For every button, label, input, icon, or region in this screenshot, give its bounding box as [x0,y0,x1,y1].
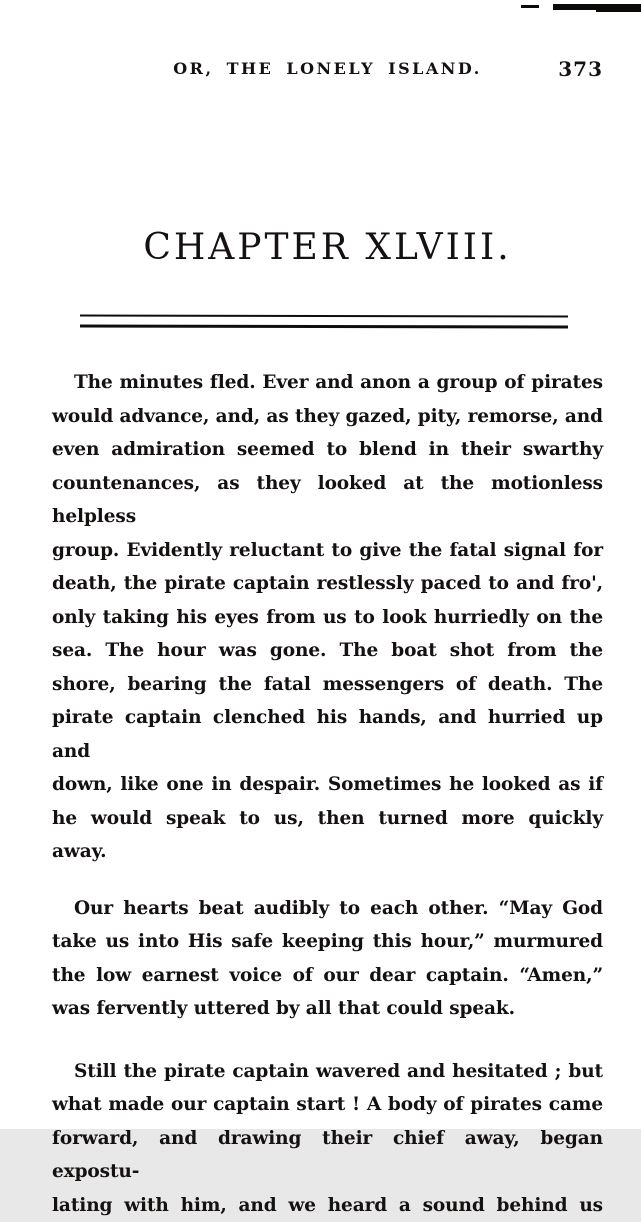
text-line: the low earnest voice of our dear captain. “Amen,” [52,959,603,993]
chapter-title: CHAPTER XLVIII. [52,227,603,268]
page-header [52,59,603,83]
body-text [52,366,603,1222]
text-line: take us into His safe keeping this hour,” murmured [52,925,603,959]
text-line: what made our captain start ! A body of pirates came [52,1088,603,1122]
text-line: Our hearts beat audibly to each other. “May God [52,892,603,926]
scan-artifact-tail-bar [596,10,641,12]
text-line: even admiration seemed to blend in their swarthy [52,433,603,467]
running-head: OR, THE LONELY ISLAND. [52,59,603,78]
text-line: only taking his eyes from us to look hurriedly on the [52,601,603,635]
paragraph-1 [52,366,603,869]
text-line: lating with him, and we heard a sound behind us [52,1189,603,1222]
page-number: 373 [558,57,603,81]
text-line: sea. The hour was gone. The boat shot from the [52,634,603,668]
text-line: forward, and drawing their chief away, began expostu- [52,1122,603,1189]
text-line: countenances, as they looked at the motionless helpless [52,467,603,534]
text-line: he would speak to us, then turned more quickly away. [52,802,603,869]
text-line: Still the pirate captain wavered and hesitated ; but [52,1055,603,1089]
text-line: pirate captain clenched his hands, and hurried up and [52,701,603,768]
text-line: shore, bearing the fatal messengers of death. The [52,668,603,702]
paragraph-3 [52,1055,603,1222]
divider-rule [80,314,568,328]
text-line: would advance, and, as they gazed, pity, remorse, and [52,400,603,434]
text-line: down, like one in despair. Sometimes he looked as if [52,768,603,802]
text-line: was fervently uttered by all that could speak. [52,992,603,1026]
text-line: death, the pirate captain restlessly paced to and fro', [52,567,603,601]
paragraph-2 [52,892,603,1026]
text-line: group. Evidently reluctant to give the fatal signal for [52,534,603,568]
scan-artifact-short-bar [521,5,539,8]
text-line: The minutes fled. Ever and anon a group of pirates [52,366,603,400]
